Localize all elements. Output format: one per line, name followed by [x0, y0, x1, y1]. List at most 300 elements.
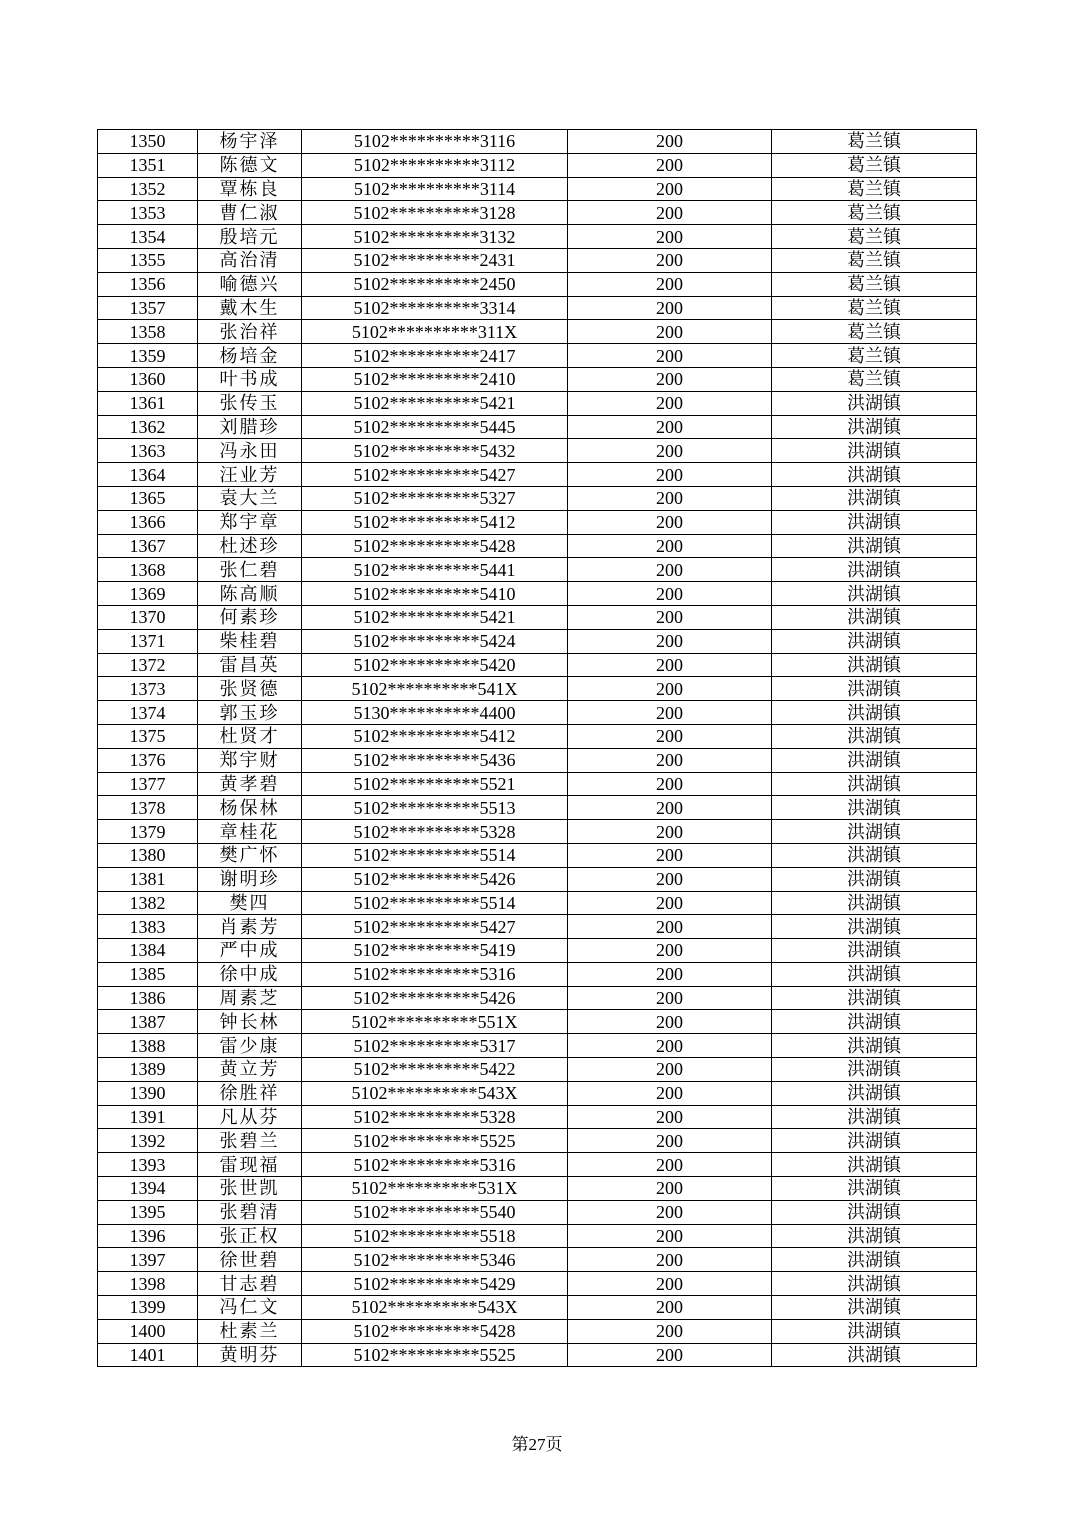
- town-cell: 洪湖镇: [772, 867, 977, 891]
- name-cell: 冯仁文: [198, 1296, 302, 1320]
- town-cell: 葛兰镇: [772, 367, 977, 391]
- town-cell: 洪湖镇: [772, 796, 977, 820]
- name-cell: 张传玉: [198, 391, 302, 415]
- town-cell: 洪湖镇: [772, 891, 977, 915]
- table-row: [98, 1296, 977, 1320]
- id-number-cell: 5102**********3114: [302, 177, 568, 201]
- id-number-cell: 5102**********3116: [302, 130, 568, 154]
- id-number-cell: 5102**********5327: [302, 486, 568, 510]
- town-cell: 葛兰镇: [772, 153, 977, 177]
- table-row: [98, 796, 977, 820]
- amount-cell: 200: [568, 177, 772, 201]
- row-number-cell: 1376: [98, 748, 198, 772]
- name-cell: 殷培元: [198, 225, 302, 249]
- town-cell: 洪湖镇: [772, 1177, 977, 1201]
- table-row: [98, 582, 977, 606]
- row-number-cell: 1374: [98, 701, 198, 725]
- table-row: [98, 415, 977, 439]
- amount-cell: 200: [568, 1034, 772, 1058]
- row-number-cell: 1360: [98, 367, 198, 391]
- town-cell: 洪湖镇: [772, 1319, 977, 1343]
- name-cell: 樊广怀: [198, 843, 302, 867]
- name-cell: 覃栋良: [198, 177, 302, 201]
- row-number-cell: 1382: [98, 891, 198, 915]
- amount-cell: 200: [568, 820, 772, 844]
- id-number-cell: 5102**********5514: [302, 843, 568, 867]
- town-cell: 洪湖镇: [772, 1272, 977, 1296]
- town-cell: 洪湖镇: [772, 1058, 977, 1082]
- amount-cell: 200: [568, 1296, 772, 1320]
- amount-cell: 200: [568, 225, 772, 249]
- row-number-cell: 1380: [98, 843, 198, 867]
- table-row: [98, 701, 977, 725]
- town-cell: 葛兰镇: [772, 177, 977, 201]
- name-cell: 凡从芬: [198, 1105, 302, 1129]
- id-number-cell: 5102**********5412: [302, 724, 568, 748]
- name-cell: 严中成: [198, 939, 302, 963]
- table-row: [98, 272, 977, 296]
- id-number-cell: 5102**********5346: [302, 1248, 568, 1272]
- table-row: [98, 534, 977, 558]
- table-row: [98, 130, 977, 154]
- town-cell: 葛兰镇: [772, 296, 977, 320]
- table-row: [98, 1034, 977, 1058]
- table-row: [98, 201, 977, 225]
- row-number-cell: 1359: [98, 344, 198, 368]
- name-cell: 袁大兰: [198, 486, 302, 510]
- town-cell: 洪湖镇: [772, 582, 977, 606]
- amount-cell: 200: [568, 201, 772, 225]
- amount-cell: 200: [568, 1248, 772, 1272]
- table-row: [98, 1319, 977, 1343]
- table-row: [98, 843, 977, 867]
- table-row: [98, 867, 977, 891]
- town-cell: 洪湖镇: [772, 843, 977, 867]
- id-number-cell: 5102**********543X: [302, 1296, 568, 1320]
- amount-cell: 200: [568, 605, 772, 629]
- town-cell: 洪湖镇: [772, 558, 977, 582]
- amount-cell: 200: [568, 1081, 772, 1105]
- row-number-cell: 1375: [98, 724, 198, 748]
- id-number-cell: 5102**********5421: [302, 391, 568, 415]
- name-cell: 张仁碧: [198, 558, 302, 582]
- id-number-cell: 5102**********5441: [302, 558, 568, 582]
- town-cell: 葛兰镇: [772, 225, 977, 249]
- row-number-cell: 1362: [98, 415, 198, 439]
- table-row: [98, 1129, 977, 1153]
- row-number-cell: 1391: [98, 1105, 198, 1129]
- table-row: [98, 1105, 977, 1129]
- amount-cell: 200: [568, 439, 772, 463]
- amount-cell: 200: [568, 463, 772, 487]
- id-number-cell: 5102**********5521: [302, 772, 568, 796]
- town-cell: 洪湖镇: [772, 1010, 977, 1034]
- row-number-cell: 1386: [98, 986, 198, 1010]
- id-number-cell: 5102**********5420: [302, 653, 568, 677]
- row-number-cell: 1358: [98, 320, 198, 344]
- id-number-cell: 5102**********5427: [302, 915, 568, 939]
- name-cell: 章桂花: [198, 820, 302, 844]
- row-number-cell: 1377: [98, 772, 198, 796]
- name-cell: 黄孝碧: [198, 772, 302, 796]
- page-number: 第27页: [511, 1435, 563, 1454]
- table-row: [98, 225, 977, 249]
- town-cell: 洪湖镇: [772, 677, 977, 701]
- table-row: [98, 1081, 977, 1105]
- name-cell: 叶书成: [198, 367, 302, 391]
- town-cell: 洪湖镇: [772, 1224, 977, 1248]
- row-number-cell: 1399: [98, 1296, 198, 1320]
- id-number-cell: 5102**********5410: [302, 582, 568, 606]
- name-cell: 张正权: [198, 1224, 302, 1248]
- name-cell: 徐世碧: [198, 1248, 302, 1272]
- town-cell: 洪湖镇: [772, 772, 977, 796]
- row-number-cell: 1354: [98, 225, 198, 249]
- name-cell: 雷现福: [198, 1153, 302, 1177]
- amount-cell: 200: [568, 939, 772, 963]
- table-row: [98, 1177, 977, 1201]
- amount-cell: 200: [568, 772, 772, 796]
- amount-cell: 200: [568, 1129, 772, 1153]
- row-number-cell: 1392: [98, 1129, 198, 1153]
- name-cell: 曹仁淑: [198, 201, 302, 225]
- town-cell: 洪湖镇: [772, 629, 977, 653]
- row-number-cell: 1369: [98, 582, 198, 606]
- name-cell: 黄立芳: [198, 1058, 302, 1082]
- row-number-cell: 1364: [98, 463, 198, 487]
- town-cell: 葛兰镇: [772, 201, 977, 225]
- id-number-cell: 5102**********5419: [302, 939, 568, 963]
- town-cell: 洪湖镇: [772, 1034, 977, 1058]
- town-cell: 洪湖镇: [772, 1153, 977, 1177]
- row-number-cell: 1394: [98, 1177, 198, 1201]
- amount-cell: 200: [568, 1153, 772, 1177]
- name-cell: 谢明珍: [198, 867, 302, 891]
- town-cell: 洪湖镇: [772, 1129, 977, 1153]
- id-number-cell: 5102**********5525: [302, 1343, 568, 1367]
- amount-cell: 200: [568, 367, 772, 391]
- row-number-cell: 1373: [98, 677, 198, 701]
- amount-cell: 200: [568, 391, 772, 415]
- table-row: [98, 748, 977, 772]
- name-cell: 钟长林: [198, 1010, 302, 1034]
- table-row: [98, 1010, 977, 1034]
- row-number-cell: 1372: [98, 653, 198, 677]
- amount-cell: 200: [568, 1343, 772, 1367]
- amount-cell: 200: [568, 1105, 772, 1129]
- row-number-cell: 1384: [98, 939, 198, 963]
- amount-cell: 200: [568, 344, 772, 368]
- id-number-cell: 5102**********5525: [302, 1129, 568, 1153]
- amount-cell: 200: [568, 915, 772, 939]
- town-cell: 葛兰镇: [772, 130, 977, 154]
- id-number-cell: 5102**********531X: [302, 1177, 568, 1201]
- name-cell: 张治祥: [198, 320, 302, 344]
- town-cell: 洪湖镇: [772, 391, 977, 415]
- row-number-cell: 1379: [98, 820, 198, 844]
- town-cell: 洪湖镇: [772, 962, 977, 986]
- amount-cell: 200: [568, 272, 772, 296]
- table-row: [98, 153, 977, 177]
- table-row: [98, 605, 977, 629]
- row-number-cell: 1378: [98, 796, 198, 820]
- id-number-cell: 5102**********5424: [302, 629, 568, 653]
- table-row: [98, 1343, 977, 1367]
- id-number-cell: 5102**********5445: [302, 415, 568, 439]
- table-row: [98, 1200, 977, 1224]
- amount-cell: 200: [568, 1272, 772, 1296]
- id-number-cell: 5102**********5316: [302, 1153, 568, 1177]
- town-cell: 洪湖镇: [772, 653, 977, 677]
- row-number-cell: 1385: [98, 962, 198, 986]
- town-cell: 洪湖镇: [772, 748, 977, 772]
- table-row: [98, 463, 977, 487]
- town-cell: 葛兰镇: [772, 272, 977, 296]
- row-number-cell: 1356: [98, 272, 198, 296]
- amount-cell: 200: [568, 1319, 772, 1343]
- town-cell: 葛兰镇: [772, 248, 977, 272]
- table-row: [98, 439, 977, 463]
- name-cell: 杜素兰: [198, 1319, 302, 1343]
- row-number-cell: 1355: [98, 248, 198, 272]
- name-cell: 郑宇财: [198, 748, 302, 772]
- name-cell: 杨宇泽: [198, 130, 302, 154]
- id-number-cell: 5102**********5421: [302, 605, 568, 629]
- name-cell: 张世凯: [198, 1177, 302, 1201]
- table-row: [98, 677, 977, 701]
- table-row: [98, 939, 977, 963]
- id-number-cell: 5102**********5422: [302, 1058, 568, 1082]
- table-row: [98, 1058, 977, 1082]
- name-cell: 喻德兴: [198, 272, 302, 296]
- name-cell: 汪业芳: [198, 463, 302, 487]
- amount-cell: 200: [568, 130, 772, 154]
- amount-cell: 200: [568, 153, 772, 177]
- id-number-cell: 5102**********5328: [302, 820, 568, 844]
- table-row: [98, 344, 977, 368]
- name-cell: 雷昌英: [198, 653, 302, 677]
- table-row: [98, 724, 977, 748]
- id-number-cell: 5102**********5514: [302, 891, 568, 915]
- name-cell: 戴木生: [198, 296, 302, 320]
- id-number-cell: 5102**********3132: [302, 225, 568, 249]
- id-number-cell: 5102**********543X: [302, 1081, 568, 1105]
- id-number-cell: 5102**********5317: [302, 1034, 568, 1058]
- row-number-cell: 1370: [98, 605, 198, 629]
- amount-cell: 200: [568, 891, 772, 915]
- table-row: [98, 320, 977, 344]
- name-cell: 徐中成: [198, 962, 302, 986]
- name-cell: 杨培金: [198, 344, 302, 368]
- amount-cell: 200: [568, 248, 772, 272]
- amount-cell: 200: [568, 962, 772, 986]
- name-cell: 肖素芳: [198, 915, 302, 939]
- table-row: [98, 1248, 977, 1272]
- name-cell: 杜贤才: [198, 724, 302, 748]
- town-cell: 洪湖镇: [772, 1081, 977, 1105]
- amount-cell: 200: [568, 701, 772, 725]
- amount-cell: 200: [568, 653, 772, 677]
- id-number-cell: 5102**********5513: [302, 796, 568, 820]
- table-row: [98, 986, 977, 1010]
- id-number-cell: 5102**********541X: [302, 677, 568, 701]
- id-number-cell: 5130**********4400: [302, 701, 568, 725]
- name-cell: 张贤德: [198, 677, 302, 701]
- roster-table: [97, 129, 977, 1367]
- town-cell: 葛兰镇: [772, 344, 977, 368]
- roster-table-body: [98, 130, 977, 1367]
- table-row: [98, 296, 977, 320]
- amount-cell: 200: [568, 867, 772, 891]
- id-number-cell: 5102**********5518: [302, 1224, 568, 1248]
- amount-cell: 200: [568, 796, 772, 820]
- id-number-cell: 5102**********5428: [302, 1319, 568, 1343]
- name-cell: 甘志碧: [198, 1272, 302, 1296]
- amount-cell: 200: [568, 534, 772, 558]
- id-number-cell: 5102**********5429: [302, 1272, 568, 1296]
- name-cell: 黄明芬: [198, 1343, 302, 1367]
- amount-cell: 200: [568, 1200, 772, 1224]
- id-number-cell: 5102**********5540: [302, 1200, 568, 1224]
- name-cell: 雷少康: [198, 1034, 302, 1058]
- amount-cell: 200: [568, 296, 772, 320]
- town-cell: 洪湖镇: [772, 820, 977, 844]
- amount-cell: 200: [568, 1058, 772, 1082]
- id-number-cell: 5102**********2410: [302, 367, 568, 391]
- table-row: [98, 177, 977, 201]
- id-number-cell: 5102**********3314: [302, 296, 568, 320]
- name-cell: 陈高顺: [198, 582, 302, 606]
- town-cell: 洪湖镇: [772, 701, 977, 725]
- id-number-cell: 5102**********5412: [302, 510, 568, 534]
- row-number-cell: 1397: [98, 1248, 198, 1272]
- id-number-cell: 5102**********5328: [302, 1105, 568, 1129]
- name-cell: 冯永田: [198, 439, 302, 463]
- town-cell: 洪湖镇: [772, 724, 977, 748]
- row-number-cell: 1352: [98, 177, 198, 201]
- table-row: [98, 248, 977, 272]
- town-cell: 洪湖镇: [772, 439, 977, 463]
- name-cell: 张碧兰: [198, 1129, 302, 1153]
- town-cell: 洪湖镇: [772, 510, 977, 534]
- row-number-cell: 1388: [98, 1034, 198, 1058]
- row-number-cell: 1351: [98, 153, 198, 177]
- row-number-cell: 1389: [98, 1058, 198, 1082]
- town-cell: 洪湖镇: [772, 605, 977, 629]
- id-number-cell: 5102**********5432: [302, 439, 568, 463]
- table-row: [98, 510, 977, 534]
- name-cell: 杨保林: [198, 796, 302, 820]
- row-number-cell: 1371: [98, 629, 198, 653]
- id-number-cell: 5102**********311X: [302, 320, 568, 344]
- name-cell: 刘腊珍: [198, 415, 302, 439]
- amount-cell: 200: [568, 1177, 772, 1201]
- id-number-cell: 5102**********5426: [302, 986, 568, 1010]
- row-number-cell: 1393: [98, 1153, 198, 1177]
- row-number-cell: 1387: [98, 1010, 198, 1034]
- town-cell: 洪湖镇: [772, 986, 977, 1010]
- amount-cell: 200: [568, 582, 772, 606]
- amount-cell: 200: [568, 629, 772, 653]
- id-number-cell: 5102**********3112: [302, 153, 568, 177]
- table-row: [98, 558, 977, 582]
- town-cell: 洪湖镇: [772, 534, 977, 558]
- amount-cell: 200: [568, 724, 772, 748]
- table-row: [98, 820, 977, 844]
- amount-cell: 200: [568, 415, 772, 439]
- table-row: [98, 486, 977, 510]
- row-number-cell: 1381: [98, 867, 198, 891]
- id-number-cell: 5102**********5436: [302, 748, 568, 772]
- id-number-cell: 5102**********3128: [302, 201, 568, 225]
- row-number-cell: 1400: [98, 1319, 198, 1343]
- id-number-cell: 5102**********2450: [302, 272, 568, 296]
- table-row: [98, 1224, 977, 1248]
- table-row: [98, 1153, 977, 1177]
- town-cell: 洪湖镇: [772, 1248, 977, 1272]
- amount-cell: 200: [568, 1224, 772, 1248]
- town-cell: 洪湖镇: [772, 1105, 977, 1129]
- amount-cell: 200: [568, 748, 772, 772]
- name-cell: 郑宇章: [198, 510, 302, 534]
- town-cell: 葛兰镇: [772, 320, 977, 344]
- amount-cell: 200: [568, 558, 772, 582]
- row-number-cell: 1350: [98, 130, 198, 154]
- name-cell: 郭玉珍: [198, 701, 302, 725]
- row-number-cell: 1390: [98, 1081, 198, 1105]
- amount-cell: 200: [568, 510, 772, 534]
- row-number-cell: 1361: [98, 391, 198, 415]
- id-number-cell: 5102**********5316: [302, 962, 568, 986]
- id-number-cell: 5102**********2431: [302, 248, 568, 272]
- town-cell: 洪湖镇: [772, 939, 977, 963]
- id-number-cell: 5102**********5427: [302, 463, 568, 487]
- amount-cell: 200: [568, 986, 772, 1010]
- name-cell: 杜述珍: [198, 534, 302, 558]
- table-row: [98, 629, 977, 653]
- name-cell: 柴桂碧: [198, 629, 302, 653]
- row-number-cell: 1366: [98, 510, 198, 534]
- amount-cell: 200: [568, 677, 772, 701]
- name-cell: 张碧清: [198, 1200, 302, 1224]
- amount-cell: 200: [568, 486, 772, 510]
- row-number-cell: 1353: [98, 201, 198, 225]
- amount-cell: 200: [568, 843, 772, 867]
- row-number-cell: 1363: [98, 439, 198, 463]
- table-row: [98, 653, 977, 677]
- amount-cell: 200: [568, 320, 772, 344]
- id-number-cell: 5102**********2417: [302, 344, 568, 368]
- row-number-cell: 1398: [98, 1272, 198, 1296]
- row-number-cell: 1401: [98, 1343, 198, 1367]
- table-row: [98, 915, 977, 939]
- town-cell: 洪湖镇: [772, 1296, 977, 1320]
- name-cell: 何素珍: [198, 605, 302, 629]
- town-cell: 洪湖镇: [772, 1343, 977, 1367]
- name-cell: 徐胜祥: [198, 1081, 302, 1105]
- row-number-cell: 1368: [98, 558, 198, 582]
- table-row: [98, 391, 977, 415]
- town-cell: 洪湖镇: [772, 486, 977, 510]
- name-cell: 高治清: [198, 248, 302, 272]
- row-number-cell: 1395: [98, 1200, 198, 1224]
- name-cell: 周素芝: [198, 986, 302, 1010]
- table-row: [98, 772, 977, 796]
- table-row: [98, 962, 977, 986]
- town-cell: 洪湖镇: [772, 463, 977, 487]
- id-number-cell: 5102**********5426: [302, 867, 568, 891]
- row-number-cell: 1357: [98, 296, 198, 320]
